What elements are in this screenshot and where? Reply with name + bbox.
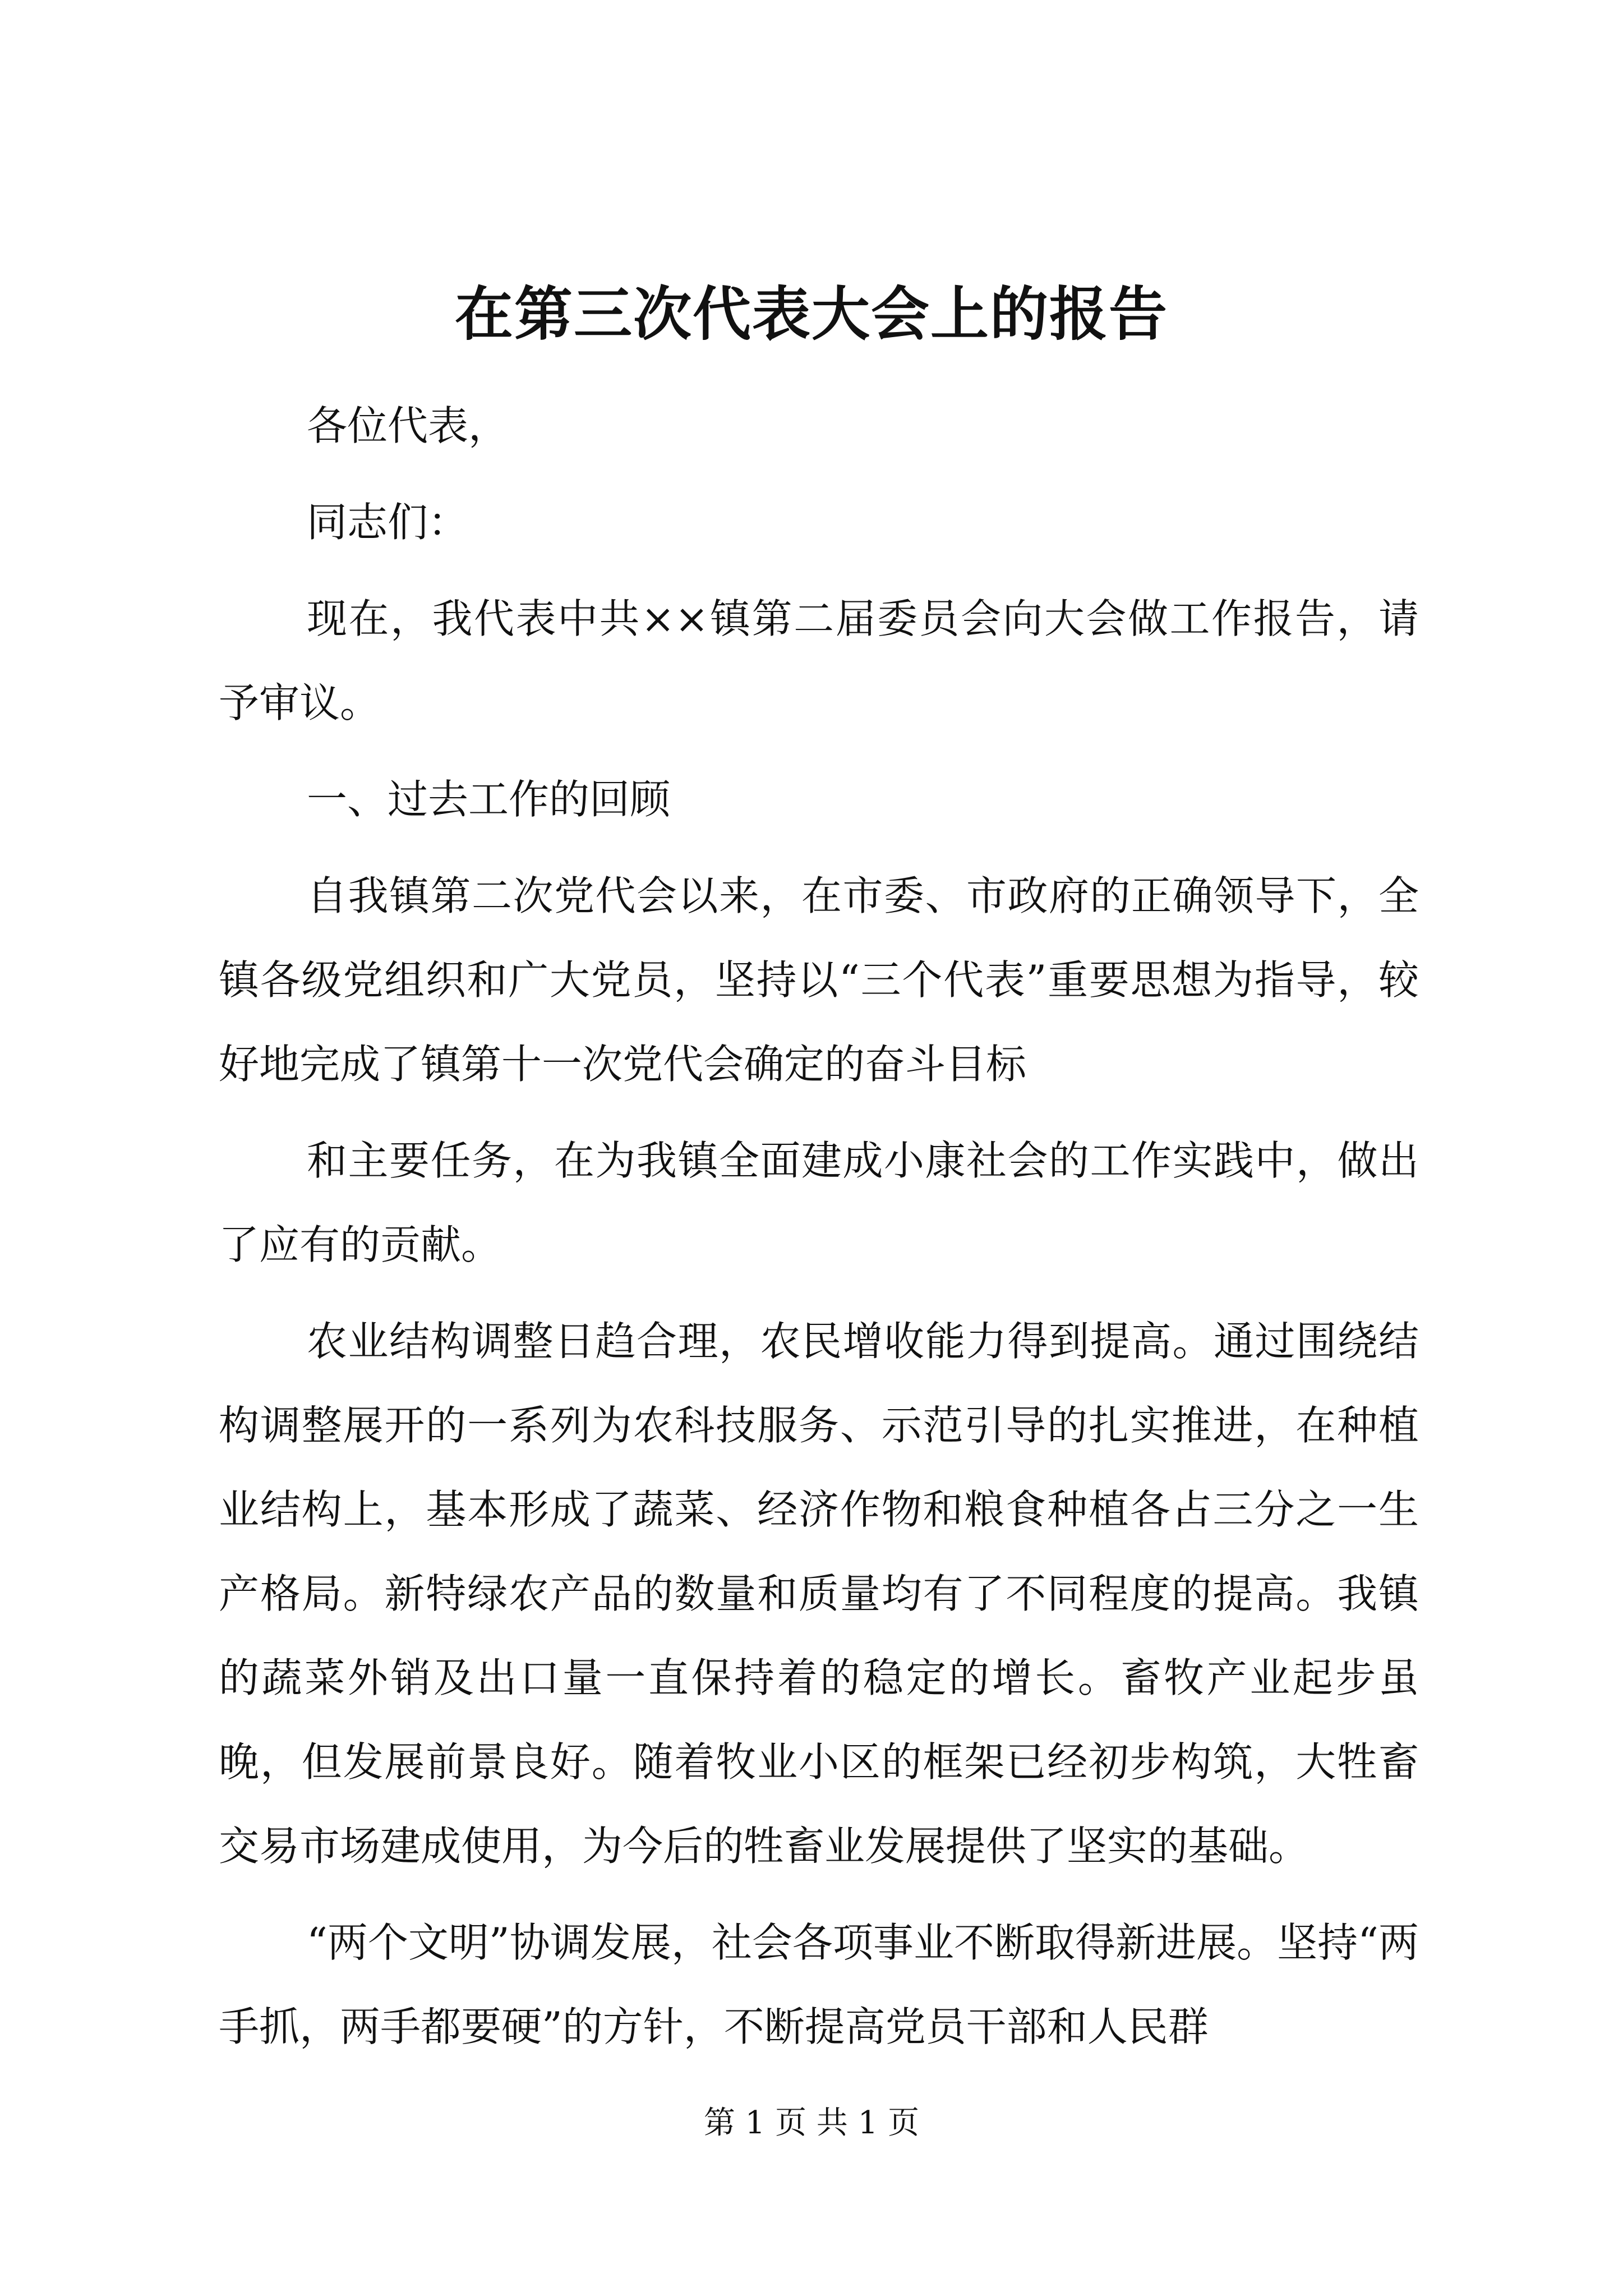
body-paragraph: 现在，我代表中共××镇第二届委员会向大会做工作报告，请予审议。 — [219, 595, 1419, 726]
body-paragraph: “两个文明”协调发展，社会各项事业不断取得新进展。坚持“两手抓，两手都要硬”的方针，不断提高党员干部和人民群 — [219, 1919, 1419, 2050]
body-paragraph: 自我镇第二次党代会以来，在市委、市政府的正确领导下，全镇各级党组织和广大党员，坚持以“三个代表”重要思想为指导，较好地完成了镇第十一次党代会确定的奋斗目标 — [219, 872, 1419, 1088]
body-paragraph: 农业结构调整日趋合理，农民增收能力得到提高。通过围绕结构调整展开的一系列为农科技服务、示范引导的扎实推进，在种植业结构上，基本形成了蔬菜、经济作物和粮食种植各占三分之一生产格局。新特绿农产品的数量和质量均有了不同程度的提高。我镇的蔬菜外销及出口量一直保持着的稳定的增长。畜牧产业起步虽晚，但发展前景良好。随着牧业小区的框架已经初步构筑，大牲畜交易市场建成使用，为今后的牲畜业发展提供了坚实的基础。 — [219, 1318, 1419, 1870]
salutation-paragraph: 各位代表， — [307, 402, 509, 449]
body-paragraph: 和主要任务，在为我镇全面建成小康社会的工作实践中，做出了应有的贡献。 — [219, 1137, 1419, 1268]
document-title: 在第三次代表大会上的报告 — [454, 279, 1168, 348]
section-heading: 一、过去工作的回顾 — [307, 776, 671, 823]
document-body — [219, 384, 1419, 2081]
page-footer: 第 1 页 共 1 页 — [703, 2105, 920, 2141]
salutation-paragraph: 同志们： — [307, 499, 469, 546]
